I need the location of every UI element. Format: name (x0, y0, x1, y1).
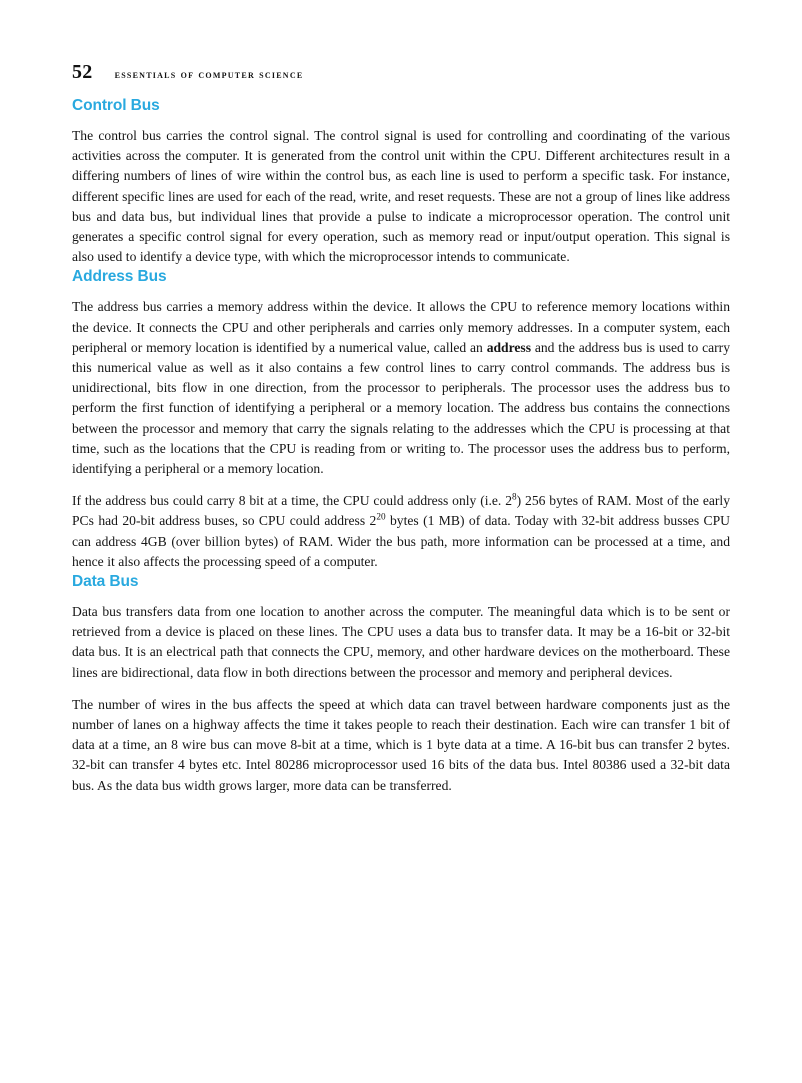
paragraph-text-part: bytes (1 MB) of data. Today with 32-bit address busses CPU can address 4GB (over billion bytes) of RAM. Wider the bus path, more information can be processed at a time, and hence it also affects the processing speed of a computer. (72, 513, 730, 569)
paragraph-text-part: If the address bus could carry 8 bit at a time, the CPU could address only (i.e. 2 (72, 493, 513, 509)
section-heading-data-bus: Data Bus (72, 573, 139, 591)
paragraph-address-bus-1 (72, 297, 730, 479)
section-heading-address-bus: Address Bus (72, 268, 167, 286)
paragraph-text-part: and the address bus is used to carry this numerical value as well as it also contains a few control lines to carry control commands. The address bus is unidirectional, bits flow in one direction, from the processor to peripherals. The processor uses the address bus to perform the first function of identifying a peripheral or a memory location. The address bus contains the connections between the processor and memory that carry the signals relating to the addresses which the CPU is processing at that time, such as the locations that the CPU is reading from or writing to. The processor uses the address bus to perform, identifying a peripheral or a memory location. (72, 339, 730, 477)
paragraph-text-part: ) 256 bytes of RAM. Most of the early PCs had 20-bit address buses, so CPU could address 2 (72, 493, 731, 529)
running-head-title: essentials of computer science (114, 69, 304, 81)
superscript-exponent-8: 8 (512, 491, 517, 502)
running-head (72, 0, 730, 96)
section-heading-control-bus: Control Bus (72, 97, 160, 114)
paragraph-address-bus-2 (72, 491, 730, 572)
page-number: 52 (72, 61, 93, 83)
superscript-exponent-20: 20 (376, 511, 386, 522)
page-content (72, 0, 730, 796)
emphasis-address: address (486, 339, 532, 355)
paragraph-text-part: The address bus carries a memory address within the device. It allows the CPU to reference memory locations within the device. It connects the CPU and other peripherals and carries only memory addresses. In a computer system, each peripheral or memory location is identified by a numerical value, called an (72, 299, 730, 355)
paragraph-data-bus-2: The number of wires in the bus affects the speed at which data can travel between hardware components just as the number of lanes on a highway affects the time it takes people to reach their destination. Each wire can transfer 1 bit of data at a time, an 8 wire bus can move 8-bit at a time, which is 1 byte data at a time. A 16-bit bus can transfer 2 bytes. 32-bit can transfer 4 bytes etc. Intel 80286 microprocessor used 16 bits of the data bus. Intel 80386 used a 32-bit data bus. As the data bus width grows larger, more data can be transferred. (72, 696, 730, 793)
paragraph-data-bus-1: Data bus transfers data from one location to another across the computer. The meaningful data which is to be sent or retrieved from a device is placed on these lines. The CPU uses a data bus to transfer data. It may be a 16-bit or 32-bit data bus. It is an electrical path that connects the CPU, memory, and other hardware devices on the motherboard. These lines are bidirectional, data flow in both directions between the processor and memory and peripheral devices. (72, 604, 730, 680)
paragraph-control-bus: The control bus carries the control signal. The control signal is used for controlling and coordinating of the various activities across the computer. It is generated from the control unit within the CPU. Different architectures result in a differing numbers of lines of wire within the control bus, as each line is used to perform a specific task. For instance, different specific lines are used for each of the read, write, and reset requests. These are not a group of lines like address bus and data bus, but individual lines that provide a pulse to indicate a microprocessor operation. The control unit generates a specific control signal for every operation, such as memory read or input/output operation. This signal is also used to identify a device type, with which the microprocessor intends to communicate. (72, 128, 730, 265)
